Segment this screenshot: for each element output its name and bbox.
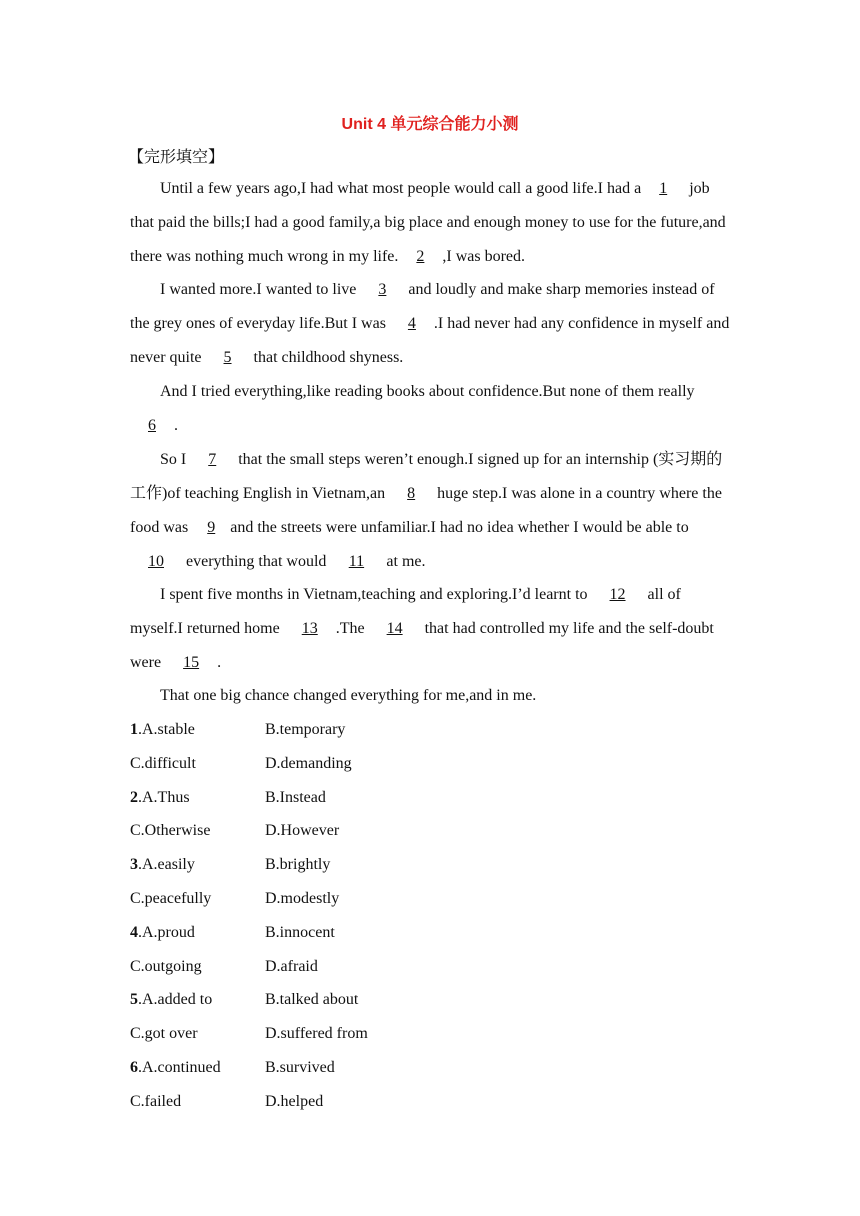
blank-12: 12 [609, 586, 626, 603]
question-number: 3 [130, 856, 138, 874]
text: So I [160, 451, 187, 468]
option-row [130, 950, 368, 984]
text: .The [335, 620, 365, 637]
text: I spent five months in Vietnam,teaching and exploring.I’d learnt to [160, 586, 588, 603]
option-a: .A.easily [138, 856, 195, 874]
paragraph-4 [130, 443, 730, 579]
option-row [130, 1017, 368, 1051]
question-number: 6 [130, 1058, 138, 1076]
option-row [130, 1085, 368, 1119]
option-row [130, 1051, 368, 1085]
text: job that paid the bills;I had a good family,a big place and enough money to use for the future,and there was nothing much wrong in my life. [130, 180, 726, 265]
option-d: D.modestly [265, 889, 340, 907]
blank-8: 8 [407, 485, 416, 502]
text: and loudly and make sharp memories instead of the grey ones of everyday life.But I was [130, 281, 715, 332]
blank-4: 4 [407, 315, 416, 332]
text: Until a few years ago,I had what most people would call a good life.I had a [160, 180, 642, 197]
option-c: C.outgoing [130, 957, 202, 975]
question-number: 2 [130, 788, 138, 806]
blank-1: 1 [659, 180, 668, 197]
option-row [130, 848, 368, 882]
blank-11: 11 [348, 553, 365, 570]
blank-10: 10 [148, 553, 164, 570]
option-row [130, 713, 368, 747]
option-d: D.demanding [265, 754, 352, 772]
option-b: B.temporary [265, 721, 346, 738]
blank-3: 3 [378, 281, 387, 298]
option-row [130, 983, 368, 1017]
question-number: 5 [130, 991, 138, 1009]
text: and the streets were unfamiliar.I had no idea whether I would be able to [230, 519, 689, 536]
text: at me. [386, 553, 426, 570]
option-b: B.brightly [265, 856, 331, 874]
blank-5: 5 [223, 349, 232, 366]
blank-6: 6 [148, 417, 156, 434]
paragraph-1 [130, 172, 730, 274]
option-row [130, 882, 368, 916]
text: ,I was bored. [442, 248, 526, 265]
text: And I tried everything,like reading books about confidence.But none of them really [160, 383, 695, 400]
option-c: C.Otherwise [130, 822, 211, 840]
option-d: D.helped [265, 1092, 324, 1110]
option-d: D.suffered from [265, 1025, 368, 1043]
paragraph-3 [130, 375, 730, 443]
option-a: .A.stable [138, 721, 195, 738]
blank-2: 2 [416, 248, 425, 265]
option-a: .A.added to [138, 991, 213, 1009]
option-row [130, 781, 368, 815]
text: I wanted more.I wanted to live [160, 281, 357, 298]
text: that childhood shyness. [253, 349, 404, 366]
option-c: C.got over [130, 1025, 198, 1043]
text: everything that would [186, 553, 327, 570]
text: that had controlled my life and the self-doubt were [130, 620, 714, 671]
option-b: B.talked about [265, 991, 359, 1009]
question-number: 4 [130, 923, 138, 941]
paragraph-6 [130, 679, 730, 713]
text: that the small steps weren’t enough.I signed up for an internship (实习期的工作)of teaching English in Vietnam,an [130, 451, 723, 502]
option-row [130, 747, 368, 781]
option-d: D.afraid [265, 957, 318, 975]
blank-7: 7 [208, 451, 217, 468]
option-b: B.survived [265, 1058, 335, 1076]
blank-14: 14 [386, 620, 403, 637]
text: .I had never had any confidence in myself and never quite [130, 315, 730, 366]
blank-13: 13 [301, 620, 318, 637]
blank-15: 15 [183, 654, 200, 671]
text: all of myself.I returned home [130, 586, 681, 637]
document-title: Unit 4 单元综合能力小测 [341, 116, 519, 133]
option-b: B.Instead [265, 788, 326, 806]
option-a: .A.Thus [138, 788, 190, 806]
option-c: C.difficult [130, 754, 196, 772]
blank-9: 9 [207, 519, 216, 536]
option-c: C.failed [130, 1092, 182, 1110]
text: . [174, 417, 178, 434]
paragraph-2 [130, 273, 730, 375]
option-d: D.However [265, 822, 340, 840]
question-number: 1 [130, 721, 138, 738]
option-b: B.innocent [265, 923, 335, 941]
text: . [217, 654, 222, 671]
option-row [130, 814, 368, 848]
option-a: .A.proud [138, 923, 195, 941]
option-row [130, 916, 368, 950]
section-heading: 【完形填空】 [128, 149, 225, 166]
text: huge step.I was alone in a country where the food was [130, 485, 722, 536]
text: That one big chance changed everything for me,and in me. [160, 687, 537, 704]
option-c: C.peacefully [130, 889, 212, 907]
answer-options [130, 713, 368, 1119]
option-a: .A.continued [138, 1058, 221, 1076]
paragraph-5 [130, 578, 730, 680]
